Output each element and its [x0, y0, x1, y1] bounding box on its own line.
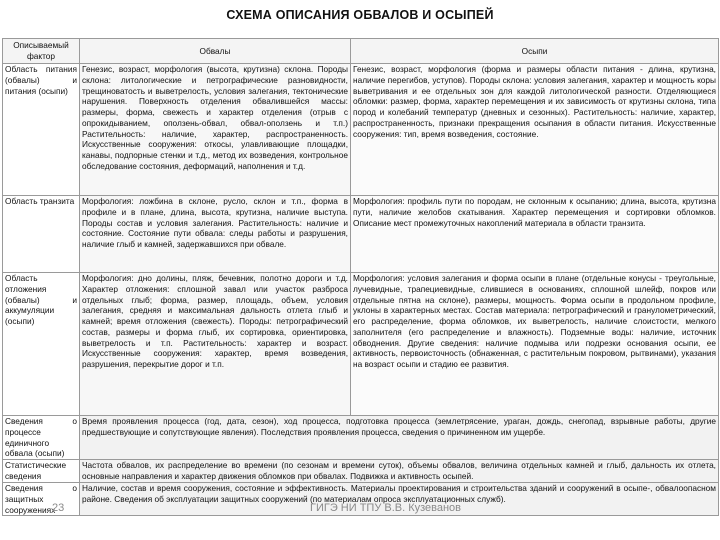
factor-cell: Область транзита [3, 196, 80, 273]
osypi-cell: Морфология: профиль пути по породам, не склонным к осыпанию; длина, высота, крутизна пути, наличие желобов скатывания. Характер перемещения и сортировки обломков. Описание мест промежуточных накоплений материала в области транзита. [351, 196, 719, 273]
table-row [3, 196, 719, 273]
obvaly-cell: Морфология: дно долины, пляж, бечевник, полотно дороги и т.д. Характер отложения: сплошной завал или участок разброса отдельных глыб; форма, размер, площадь, объем, условия залегания, средняя и максимальная дальность отлета глыб и камней; время отложения (свежесть). Породы: петрографический состав, размеры и форма глыб, их сортировка, ориентировка, выветрелость и т.п. Растительность: характер и возраст. Искусственные сооружения: характер, время возведения, разрушения, перекрытие дорог и т.п. [80, 273, 351, 416]
table-header-row [3, 39, 719, 64]
table-row [3, 460, 719, 483]
osypi-cell: Морфология: условия залегания и форма осыпи в плане (отдельные конусы - треугольные, лучевидные, трапециевидные, слившиеся в основаниях, сплошной шлейф, покров или отдельные пятна на склоне), размеры, мощность. Форма осыпи в продольном профиле, уклоны в характерных местах. Состав материала: петрографический и гранулометрический, его распределение, форма обломков, их выветрелость, наличие слоистости, мелкого заполнителя (его распределение и влажность). Подземные воды: наличие, источник обводнения. Другие сведения: наличие подмыва или подрезки основания осыпи, ее активность, первоисточность (обнаженная, с растительным покровом, рытвинами), указания на возраст осыпи и стадию ее развития. [351, 273, 719, 416]
footer-author: ГИГЭ НИ ТПУ В.В. Кузеванов [310, 502, 462, 514]
header-osypi: Осыпи [351, 39, 719, 64]
factor-cell: Сведения о защитных сооружениях [3, 483, 80, 516]
wide-text-cell: Частота обвалов, их распределение во времени (по сезонам и времени суток), объемы обвалов, величина отдельных камней и глыб, дальность их отлета, основные направления и характер движения обломков при обвалах. Подвижка и активность осыпей. [80, 460, 719, 483]
obvaly-cell: Морфология: ложбина в склоне, русло, склон и т.п., форма в профиле и в плане, длина, высота, крутизна, наличие выступа. Породы состав и условия залегания. Растительность: наличие и состояние. Состояние пути обвала: следы работы и разрушения, наличие глыб и камней, задержавшихся при обвале. [80, 196, 351, 273]
obvaly-cell: Генезис, возраст, морфология (высота, крутизна) склона. Породы склона: литологические и петрографические разновидности, трещиноватость и выветрелость, условия залегания, тектонические нарушения. Поверхность отделения обвалившейся массы: размеры, форма, свежесть и характер отделения (отрыв с опрокидыванием, оползень-обвал, обвал-оползень и т.п.) Растительность: наличие, характер, распространенность. Искусственные сооружения: откосы, улавливающие площадки, канавы, подпорные стенки и т.д., метод их возведения, контрольное обследование состояния, деформаций, наполнения и т.д. [80, 64, 351, 196]
table-row [3, 64, 719, 196]
factor-cell: Статистические сведения [3, 460, 80, 483]
table-row [3, 273, 719, 416]
osypi-cell: Генезис, возраст, морфология (форма и размеры области питания - длина, крутизна, наличие перегибов, уступов). Породы склона: условия залегания, характер и мощность коры выветривания и ее отдельных зон для каждой литологической разности. Отделяющиеся обломки: размер, форма, характер перемещения и их зависимость от крутизны склона, типа пород и колебаний температур (дневных и сезонных). Растительность: наличие, характер, распространенность, признаки прекращения осыпания в области питания. Искусственные сооружения: тип, время возведения, состояние. [351, 64, 719, 196]
factor-cell: Сведения о процессе единичного обвала (осыпи) [3, 416, 80, 460]
factor-cell: Область отложения (обвалы) и аккумуляции (осыпи) [3, 273, 80, 416]
description-scheme-table [2, 38, 719, 516]
table-row [3, 416, 719, 460]
page-number: 23 [52, 502, 65, 514]
page-title: СХЕМА ОПИСАНИЯ ОБВАЛОВ И ОСЫПЕЙ [226, 8, 494, 22]
factor-cell: Область питания (обвалы) и питания (осыпи) [3, 64, 80, 196]
wide-text-cell: Время проявления процесса (год, дата, сезон), ход процесса, подготовка процесса (землетрясение, ураган, дождь, снегопад, взрывные работы, другие предшествующие и сопутствующие явления). Последствия проявления процесса, сведения о причиненном им ущербе. [80, 416, 719, 460]
header-factor: Описываемый фактор [3, 39, 80, 64]
header-obvaly: Обвалы [80, 39, 351, 64]
wide-text-cell: Наличие, состав и время сооружения, состояние и эффективность. Материалы проектирования и строительства зданий и сооружений в осыпе-, обвалоопасном районе. Сведения об эксплуатации защитных сооружений (по материалам опроса эксплуатационных служб). [80, 483, 719, 516]
